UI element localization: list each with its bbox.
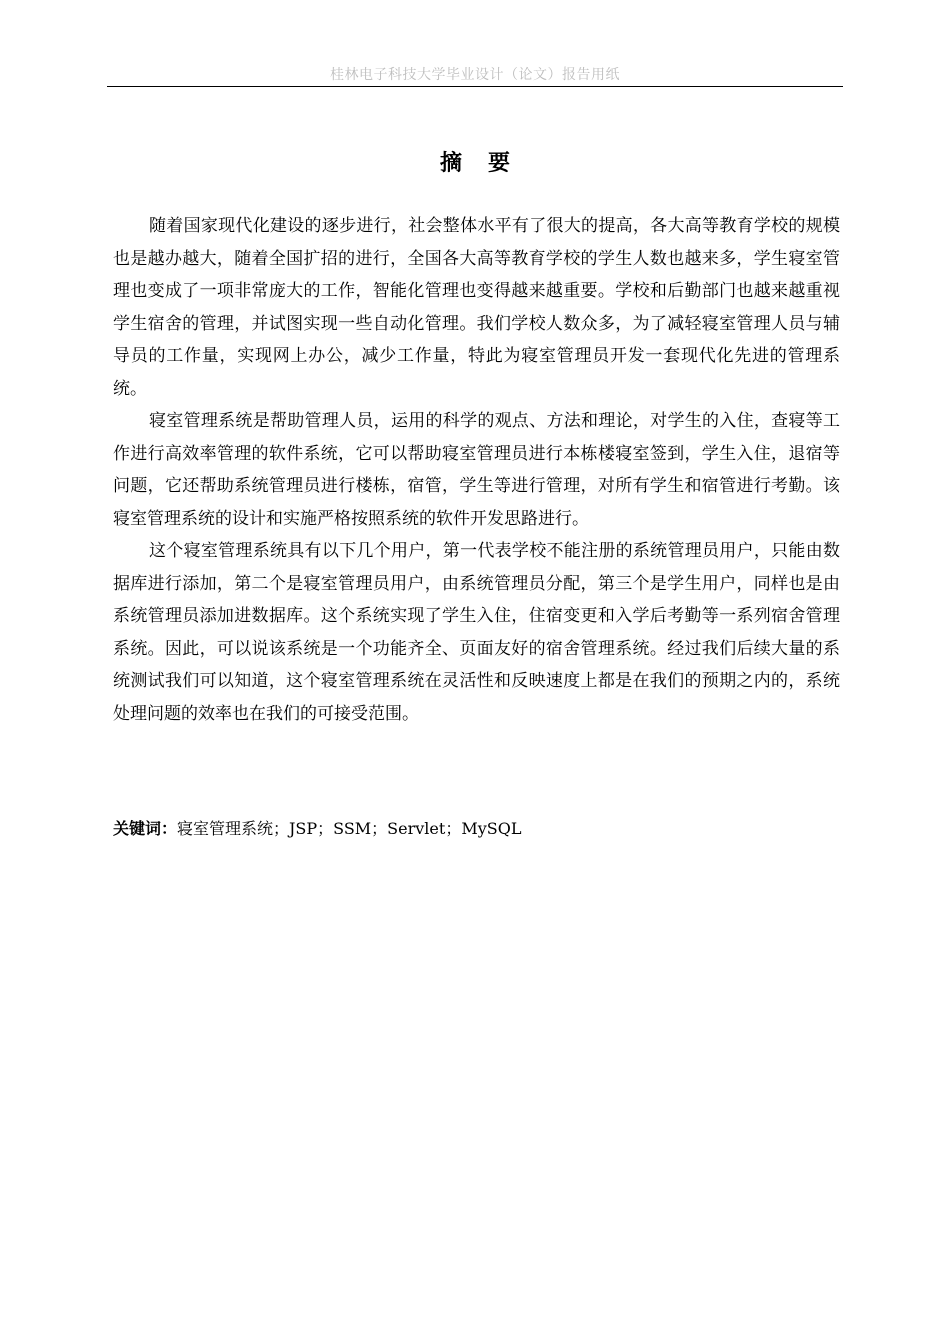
abstract-paragraph-3: 这个寝室管理系统具有以下几个用户，第一代表学校不能注册的系统管理员用户，只能由数据库进行添加，第二个是寝室管理员用户，由系统管理员分配，第三个是学生用户，同样也是由系统管理员添加进数据库。这个系统实现了学生入住，住宿变更和入学后考勤等一系列宿舍管理系统。因此，可以说该系统是一个功能齐全、页面友好的宿舍管理系统。经过我们后续大量的系统测试我们可以知道，这个寝室管理系统在灵活性和反映速度上都是在我们的预期之内的，系统处理问题的效率也在我们的可接受范围。 [113,541,840,724]
keywords [113,813,840,845]
abstract-paragraph-1: 随着国家现代化建设的逐步进行，社会整体水平有了很大的提高，各大高等教育学校的规模也是越办越大，随着全国扩招的进行，全国各大高等教育学校的学生人数也越来多，学生寝室管理也变成了一项非常庞大的工作，智能化管理也变得越来越重要。学校和后勤部门也越来越重视学生宿舍的管理，并试图实现一些自动化管理。我们学校人数众多，为了减轻寝室管理人员与辅导员的工作量，实现网上办公，减少工作量，特此为寝室管理员开发一套现代化先进的管理系统。 [113,216,840,399]
keywords-value: 寝室管理系统；JSP；SSM；Servlet；MySQL [177,819,522,838]
page-header [107,62,843,87]
abstract-body [113,210,840,730]
abstract-paragraph-2: 寝室管理系统是帮助管理人员，运用的科学的观点、方法和理论，对学生的入住，查寝等工作进行高效率管理的软件系统，它可以帮助寝室管理员进行本栋楼寝室签到，学生入住，退宿等问题，它还帮助系统管理员进行楼栋，宿管，学生等进行管理，对所有学生和宿管进行考勤。该寝室管理系统的设计和实施严格按照系统的软件开发思路进行。 [113,411,840,529]
page-title: 摘要 [439,151,536,176]
keywords-label: 关键词： [113,819,178,838]
header-text: 桂林电子科技大学毕业设计（论文）报告用纸 [330,67,620,83]
